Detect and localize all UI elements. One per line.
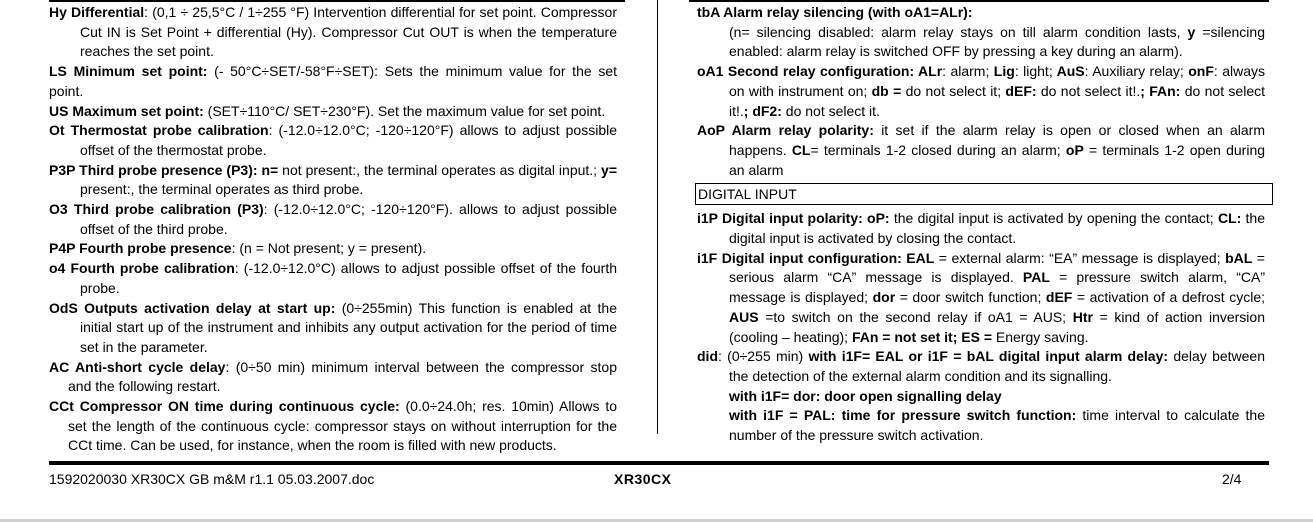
right-column	[697, 3, 1265, 446]
param-cct	[49, 397, 617, 456]
param-us-text: (SET÷110°C/ SET÷230°F). Set the maximum value for set point.	[203, 102, 606, 119]
param-p3p	[49, 161, 617, 200]
param-i1f-aus: AUS	[729, 308, 759, 325]
param-oa1-t4: : always on with instrument on;	[729, 63, 1265, 99]
param-hy-term: Hy Differential	[49, 4, 145, 20]
param-p3p-term: P3P Third probe presence (P3):	[49, 161, 258, 178]
param-i1f-t7: = kind of action inversion (cooling – heating);	[729, 308, 1265, 345]
param-cct-text: (0.0÷24.0h; res. 10min) Allows to set the length of the continuous cycle: compressor stays on without interruption for the CCt time. Can be used, for instance, when the room is filled with new products.	[68, 398, 617, 454]
param-i1f-t3: = pressure switch alarm, “CA” message is displayed;	[729, 269, 1265, 306]
param-o3-term: O3 Third probe calibration (P3)	[49, 201, 264, 218]
param-i1p-cl: CL:	[1213, 210, 1242, 227]
param-i1f-pal: PAL	[1013, 269, 1050, 286]
param-cct-term: CCt Compressor ON time during continuous cycle:	[49, 398, 400, 415]
param-ls-text: (- 50°C÷SET/-58°F÷SET): Sets the minimum value for the set point.	[49, 63, 617, 99]
param-tba-term: tbA Alarm relay silencing (with oA1=ALr):	[697, 4, 973, 20]
param-o4	[49, 259, 617, 298]
param-aop-text: it set if the alarm relay is open or closed when an alarm happens.	[729, 122, 1265, 158]
param-did-b2: with i1F= dor: door open signalling delay	[729, 387, 1002, 404]
param-tba-text2: =silencing enabled: alarm relay is switched OFF by pressing a key during an alarm).	[729, 23, 1265, 60]
param-tba	[697, 3, 1265, 23]
param-oa1-def: dEF:	[1001, 82, 1037, 99]
section-title-digital-input: DIGITAL INPUT	[695, 183, 1273, 205]
param-p3p-text2: present:, the terminal operates as third probe.	[80, 181, 364, 198]
param-oa1-lig: Lig	[989, 63, 1015, 80]
param-us	[49, 102, 617, 122]
param-did-t2: delay between the detection of the external alarm condition and its signalling.	[729, 348, 1265, 384]
param-ods-text: (0÷255min) This function is enabled at the initial start up of the instrument and inhibits any output activation for the period of time set in the parameter.	[80, 299, 617, 355]
param-ac-text: : (0÷50 min) minimum interval between the compressor stop and the following restart.	[68, 358, 617, 395]
param-tba-desc	[697, 23, 1265, 62]
param-i1p-text2: the digital input is activated by closing the contact.	[729, 210, 1265, 247]
param-hy	[49, 3, 617, 62]
column-divider	[657, 0, 658, 434]
param-tba-text1: (n= silencing disabled: alarm relay stays on till alarm condition lasts,	[729, 23, 1181, 40]
param-p4p	[49, 239, 617, 259]
param-did-dor	[697, 387, 1265, 407]
param-oa1-t2: : light;	[1014, 63, 1053, 80]
footer-page-number: 2/4	[1222, 471, 1242, 487]
param-i1f-htr: Htr	[1066, 308, 1093, 325]
param-aop-term: AoP Alarm relay polarity:	[697, 122, 874, 139]
param-oa1-t3: : Auxiliary relay;	[1084, 63, 1184, 80]
param-ot-text: : (-12.0÷12.0°C; -120÷120°F) allows to adjust possible offset of the thermostat probe.	[80, 122, 617, 158]
param-oa1-t8: do not select it.	[781, 102, 880, 119]
param-i1f-t8: Energy saving.	[992, 328, 1089, 345]
param-o4-text: : (-12.0÷12.0°C) allows to adjust possible offset of the fourth probe.	[80, 260, 618, 296]
param-p4p-text: : (n = Not present; y = present).	[231, 240, 427, 257]
footer-rule	[49, 461, 1269, 465]
param-ods	[49, 299, 617, 358]
param-us-term: US Maximum set point:	[49, 102, 204, 119]
param-did-t3: time interval to calculate the number of the pressure switch activation.	[729, 407, 1265, 444]
param-oa1-t6: do not select it!.	[1036, 82, 1141, 99]
param-aop-t3: = terminals 1-2 open during an alarm	[729, 141, 1266, 178]
param-o4-term: o4 Fourth probe calibration	[49, 260, 235, 277]
param-p4p-term: P4P Fourth probe presence	[49, 240, 232, 257]
param-oa1-fan: ; FAn:	[1140, 82, 1181, 99]
param-i1f	[697, 249, 1265, 348]
param-i1p	[697, 209, 1265, 248]
param-p3p-y: y=	[597, 161, 617, 178]
top-rule-left	[49, 0, 625, 2]
param-ls-term: LS Minimum set point:	[49, 63, 208, 80]
param-tba-y: y	[1180, 23, 1196, 40]
param-oa1-t1: : alarm;	[942, 63, 990, 80]
param-oa1	[697, 62, 1265, 121]
param-did-pal	[697, 406, 1265, 445]
param-o3	[49, 200, 617, 239]
param-i1f-t2: = serious alarm “CA” message is displayed.	[729, 249, 1265, 286]
param-oa1-df2: ; dF2:	[743, 102, 782, 119]
param-i1f-t4: = door switch function;	[895, 289, 1042, 306]
param-did	[697, 347, 1265, 386]
param-did-b1: with i1F= EAL or i1F = bAL digital input alarm delay:	[803, 348, 1169, 365]
param-i1f-t1: = external alarm: “EA” message is displayed;	[934, 249, 1221, 266]
footer-doc-id: 1592020030 XR30CX GB m&M r1.1 05.03.2007.doc	[49, 471, 375, 487]
param-aop-cl: CL	[791, 141, 811, 158]
left-column	[49, 3, 617, 456]
param-p3p-n: n=	[257, 161, 279, 178]
param-aop	[697, 121, 1265, 180]
param-oa1-term: oA1 Second relay configuration: ALr	[697, 63, 943, 80]
param-i1f-t6: =to switch on the second relay if oA1 = AUS;	[758, 308, 1067, 325]
param-i1p-text: the digital input is activated by opening the contact;	[889, 210, 1214, 227]
param-oa1-aus: AuS	[1052, 63, 1085, 80]
param-ot	[49, 121, 617, 160]
footer-model: XR30CX	[614, 471, 672, 487]
param-i1f-dor: dor	[868, 289, 896, 306]
param-did-term: did	[697, 348, 718, 365]
param-ot-term: Ot Thermostat probe calibration	[49, 122, 269, 139]
param-ods-term: OdS Outputs activation delay at start up:	[49, 299, 336, 316]
param-did-t1: : (0÷255 min)	[718, 348, 804, 365]
param-oa1-onf: onF	[1183, 63, 1214, 80]
param-ac	[49, 358, 617, 397]
param-o3-text: : (-12.0÷12.0°C; -120÷120°F). allows to adjust possible offset of the third probe.	[80, 201, 617, 237]
param-oa1-t5: do not select it;	[901, 82, 1002, 99]
param-i1p-term: i1P Digital input polarity: oP:	[697, 210, 890, 227]
param-aop-t2: = terminals 1-2 closed during an alarm;	[810, 141, 1061, 158]
param-hy-text: : (0,1 ÷ 25,5°C / 1÷255 °F) Intervention differential for set point. Compressor Cut IN is Set Point + differential (Hy). Compressor Cut OUT is when the temperature reaches the set point.	[80, 4, 617, 60]
param-ls	[49, 62, 617, 101]
param-i1f-term: i1F Digital input configuration: EAL	[697, 249, 935, 266]
param-oa1-db: db =	[867, 82, 902, 99]
param-i1f-fan: FAn = not set it; ES =	[848, 328, 992, 345]
param-i1f-t5: = activation of a defrost cycle;	[1072, 289, 1265, 306]
param-aop-op: oP	[1060, 141, 1084, 158]
param-p3p-text1: not present:, the terminal operates as digital input.;	[278, 161, 598, 178]
param-i1f-bal: bAL	[1220, 249, 1253, 266]
param-ac-term: AC Anti-short cycle delay	[49, 358, 226, 375]
param-oa1-t7: do not select it!.	[729, 82, 1266, 119]
param-i1f-def: dEF	[1041, 289, 1073, 306]
param-did-b3: with i1F = PAL: time for pressure switch function:	[729, 407, 1077, 424]
top-rule-right	[689, 0, 1269, 2]
